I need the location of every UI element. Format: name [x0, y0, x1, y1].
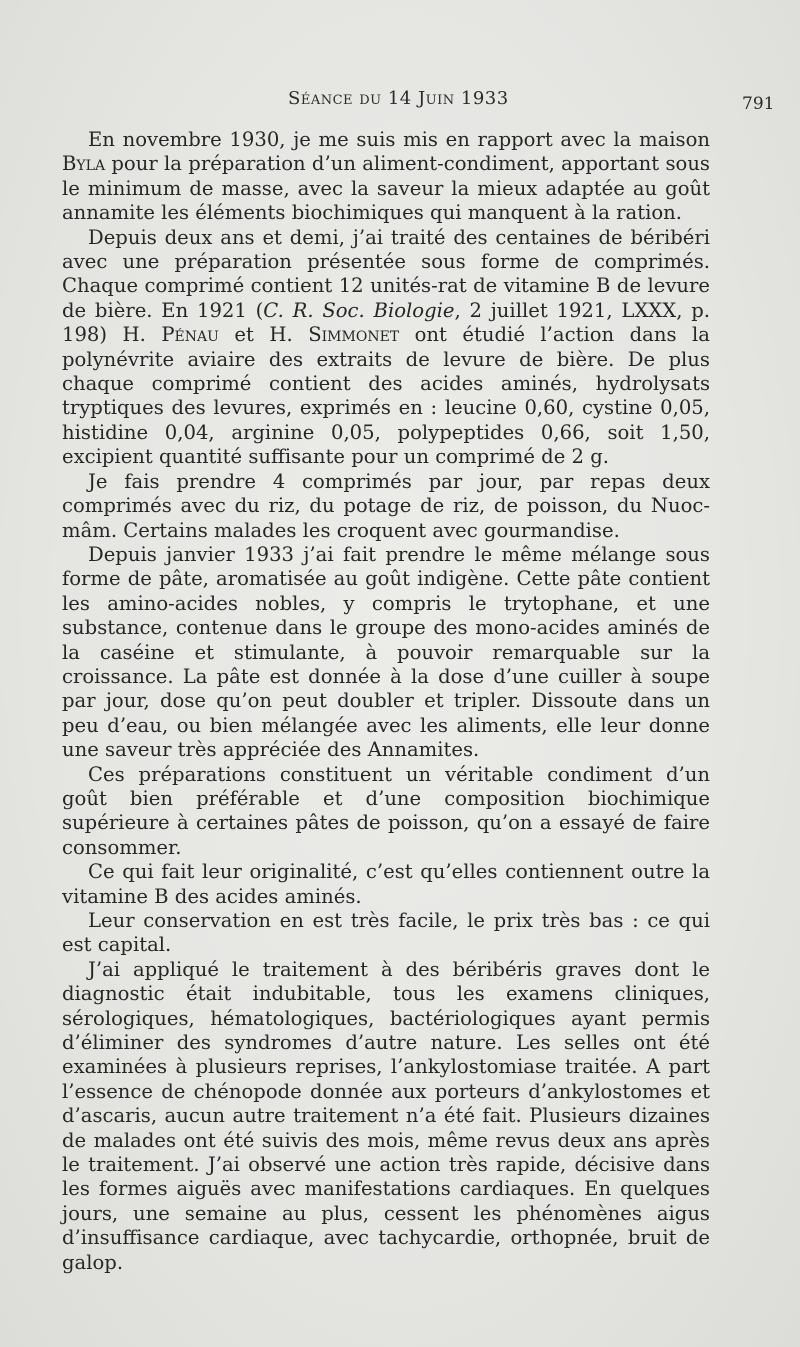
journal-citation: C. R. Soc. Biologie: [263, 298, 455, 322]
paragraph-2-text-c: , 2 juillet 1921, LXXX, p. 198) H.: [62, 298, 710, 347]
paragraph-3: Je fais prendre 4 comprimés par jour, par repas deux comprimés avec du riz, du potage de riz, de poisson, du Nuoc-mâm. Certains malades les croquent avec gourmandise.: [62, 469, 710, 542]
paragraph-2: [62, 226, 710, 470]
author-name-simmonet: Simmonet: [308, 323, 400, 347]
page-header: [0, 88, 800, 118]
paragraph-2-text-a: Depuis deux ans et demi, j’ai traité des centaines de béribéri avec une préparation présentée sous forme de comprimés. Chaque comprimé contient 12 unités-rat de vitamine B de levure de bière. En 1921 (: [62, 225, 710, 322]
paragraph-1: [62, 128, 710, 226]
body-text: [62, 128, 710, 1275]
company-name: Byla: [62, 152, 106, 176]
author-name-penau: Pénau: [161, 323, 219, 347]
paragraph-2-text-e: et H.: [218, 323, 309, 347]
running-head: Séance du 14 Juin 1933: [288, 88, 509, 109]
paragraph-4: Depuis janvier 1933 j’ai fait prendre le même mélange sous forme de pâte, aromatisée au goût indigène. Cette pâte contient les amino-acides nobles, y compris le trytophane, et une substance, contenue dans le groupe des mono-acides aminés de la caséine et stimulante, à pouvoir remarquable sur la croissance. La pâte est donnée à la dose d’une cuiller à soupe par jour, dose qu’on peut doubler et tripler. Dissoute dans un peu d’eau, ou bien mélangée avec les aliments, elle leur donne une saveur très appréciée des Annamites.: [62, 542, 710, 762]
paragraph-6: Ce qui fait leur originalité, c’est qu’elles contiennent outre la vitamine B des acides aminés.: [62, 860, 710, 908]
page-number: 791: [742, 94, 775, 114]
paragraph-5: Ces préparations constituent un véritable condiment d’un goût bien préférable et d’une composition biochimique supérieure à certaines pâtes de poisson, qu’on a essayé de faire consommer.: [62, 762, 710, 859]
paragraph-8: J’ai appliqué le traitement à des béribéris graves dont le diagnostic était indubitable, tous les examens cliniques, sérologiques, hématologiques, bactériologiques ayant permis d’éliminer des syndromes d’autre nature. Les selles ont été examinées à plusieurs reprises, l’ankylostomiase traitée. A part l’essence de chénopode donnée aux porteurs d’ankylostomes et d’ascaris, aucun autre traitement n’a été fait. Plusieurs dizaines de malades ont été suivis des mois, même revus deux ans après le traitement. J’ai observé une action très rapide, décisive dans les formes aiguës avec manifestations cardiaques. En quelques jours, une semaine au plus, cessent les phénomènes aigus d’insuffisance cardiaque, avec tachycardie, orthopnée, bruit de galop.: [62, 957, 710, 1274]
paragraph-1-text-a: En novembre 1930, je me suis mis en rapport avec la maison: [88, 128, 710, 151]
paragraph-2-text-g: ont étudié l’action dans la polynévrite aviaire des extraits de levure de bière. De plus chaque comprimé contient des acides aminés, hydrolysats tryptiques des levures, exprimés en : leucine 0,60, cystine 0,05, histidine 0,04, arginine 0,05, polypeptides 0,66, soit 1,50, excipient quantité suffisante pour un comprimé de 2 g.: [62, 323, 710, 469]
paragraph-1-text-c: pour la préparation d’un aliment-condiment, apportant sous le minimum de masse, avec la saveur la mieux adaptée au goût annamite les éléments biochimiques qui manquent à la ration.: [62, 152, 710, 225]
paragraph-7: Leur conservation en est très facile, le prix très bas : ce qui est capital.: [62, 909, 710, 957]
